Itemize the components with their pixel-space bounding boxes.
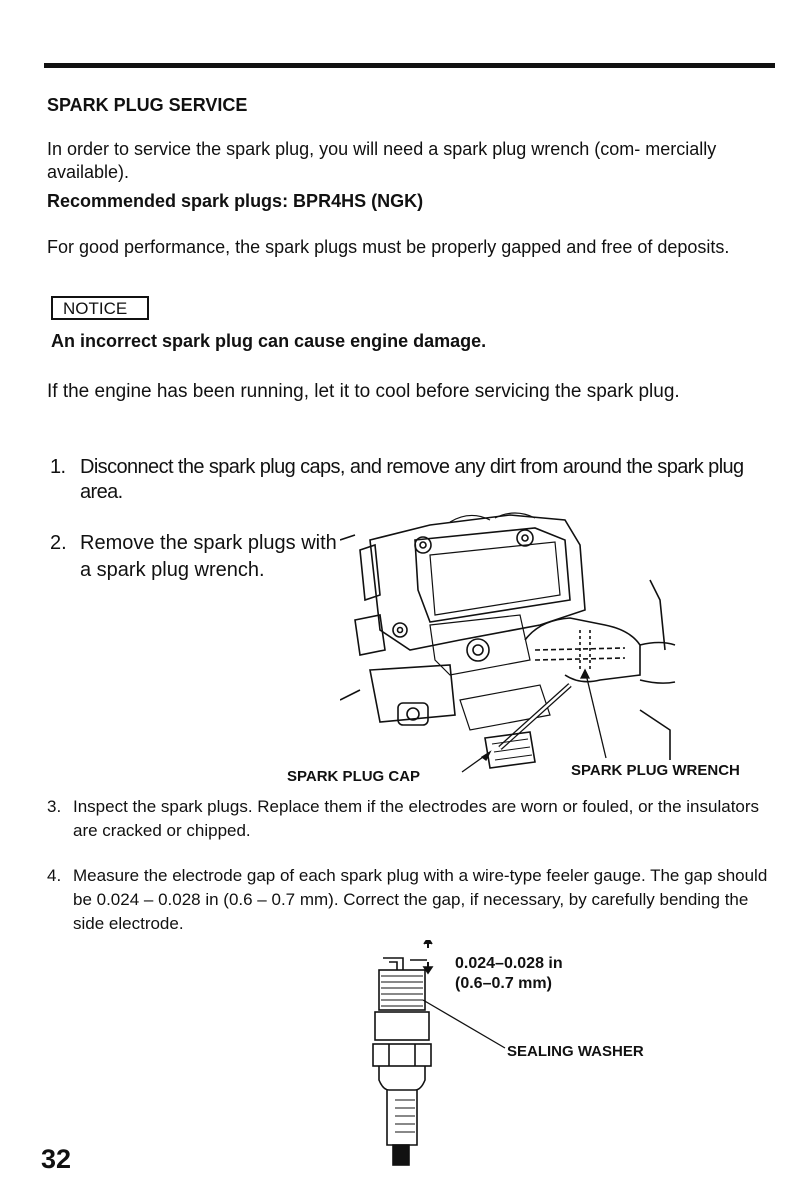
top-rule [44, 63, 775, 68]
step-text: Inspect the spark plugs. Replace them if the electrodes are worn or fouled, or the insulators are cracked or chipped. [73, 797, 760, 840]
cooling-note: If the engine has been running, let it to cool before servicing the spark plug. [47, 381, 680, 402]
step-1 [50, 455, 774, 505]
gap-spec-label [455, 954, 563, 994]
notice-text: An incorrect spark plug can cause engine damage. [51, 331, 487, 351]
step-text: Remove the spark plugs with a spark plug wrench. [80, 532, 337, 581]
gap-inches: 0.024–0.028 in [455, 955, 563, 972]
recommended-plugs: Recommended spark plugs: BPR4HS (NGK) [47, 191, 424, 211]
step-4 [47, 864, 777, 936]
spark-plug-cap-label: SPARK PLUG CAP [287, 768, 421, 785]
step-number: 2. [50, 532, 67, 554]
step-text: Measure the electrode gap of each spark plug with a wire-type feeler gauge. The gap should be 0.024 – 0.028 in (0.6 – 0.7 mm). Correct the gap, if necessary, by carefully bending the side electrode. [73, 866, 768, 933]
step-2 [50, 530, 350, 584]
section-heading: SPARK PLUG SERVICE [47, 95, 248, 115]
sealing-washer-label: SEALING WASHER [507, 1043, 644, 1060]
spark-plug-wrench-label: SPARK PLUG WRENCH [571, 762, 740, 779]
notice-label: NOTICE [51, 296, 149, 320]
step-3 [47, 795, 777, 843]
intro-paragraph: In order to service the spark plug, you will need a spark plug wrench (com- mercially available). [47, 139, 717, 182]
page-number: 32 [41, 1144, 72, 1174]
performance-paragraph: For good performance, the spark plugs must be properly gapped and free of deposits. [47, 237, 730, 257]
step-text: Disconnect the spark plug caps, and remove any dirt from around the spark plug area. [80, 456, 744, 503]
step-number: 1. [50, 456, 66, 478]
step-number: 3. [47, 797, 62, 816]
step-number: 4. [47, 866, 62, 885]
gap-millimeters: (0.6–0.7 mm) [455, 975, 552, 992]
